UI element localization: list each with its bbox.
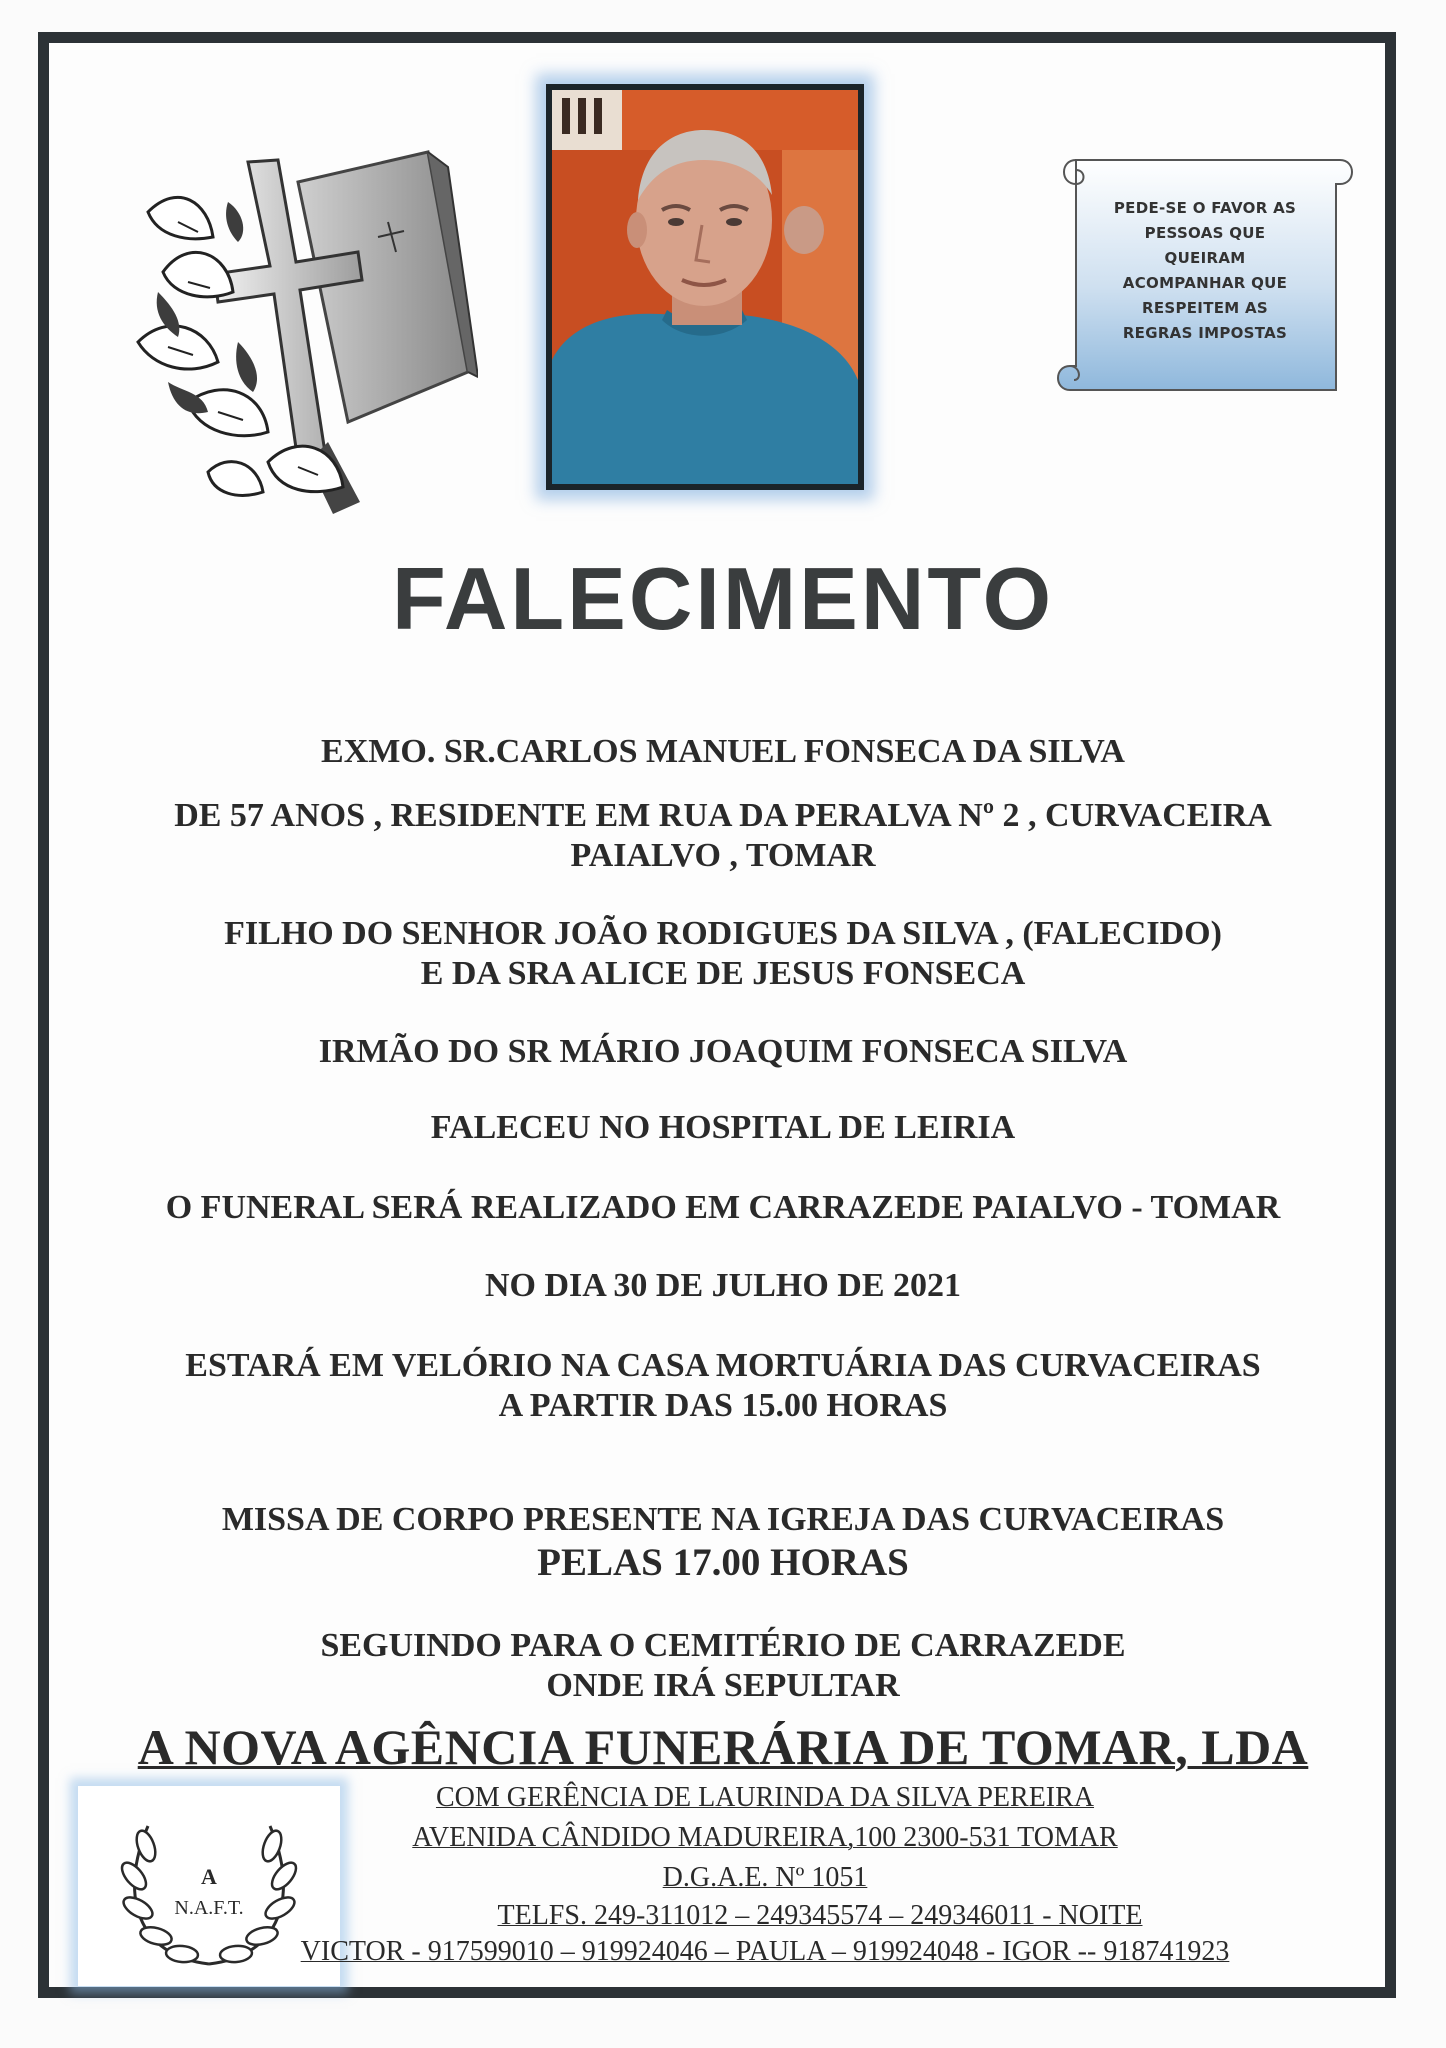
death-place-line: FALECEU NO HOSPITAL DE LEIRIA [430,1109,1016,1146]
deceased-name: EXMO. SR.CARLOS MANUEL FONSECA DA SILVA [321,733,1125,770]
funeral-location-line: O FUNERAL SERÁ REALIZADO EM CARRAZEDE PAIALVO - TOMAR [165,1189,1281,1226]
mass-line-2: PELAS 17.00 HORAS [537,1541,909,1584]
agency-contacts: VICTOR - 917599010 – 919924046 – PAULA – 919924048 - IGOR -- 918741923 [300,1936,1230,1967]
residence-line-1: DE 57 ANOS , RESIDENTE EM RUA DA PERALVA Nº 2 , CURVACEIRA [174,797,1272,834]
funeral-date-line: NO DIA 30 DE JULHO DE 2021 [484,1267,962,1304]
page-title: FALECIMENTO [391,549,1055,648]
scroll-notice-text [1090,196,1320,346]
residence-line-2: PAIALVO , TOMAR [570,837,876,874]
sibling-line: IRMÃO DO SR MÁRIO JOAQUIM FONSECA SILVA [318,1033,1128,1070]
agency-dgae: D.G.A.E. Nº 1051 [662,1862,868,1893]
scroll-line: PESSOAS QUE [1144,224,1266,242]
scroll-line: PEDE-SE O FAVOR AS [1113,199,1297,217]
agency-address: AVENIDA CÂNDIDO MADUREIRA,100 2300-531 TOMAR [412,1822,1118,1853]
logo-letter: A [201,1864,217,1889]
logo-abbrev: N.A.F.T. [174,1897,244,1919]
parents-line-2: E DA SRA ALICE DE JESUS FONSECA [420,955,1026,992]
scroll-line: RESPEITEM AS [1141,299,1269,317]
floral-cross-illustration [128,142,478,522]
burial-line-2: ONDE IRÁ SEPULTAR [546,1667,900,1704]
wake-line-2: A PARTIR DAS 15.00 HORAS [498,1387,948,1424]
portrait-photo [546,84,864,490]
agency-management: COM GERÊNCIA DE LAURINDA DA SILVA PEREIRA [435,1782,1095,1813]
scroll-line: REGRAS IMPOSTAS [1122,324,1288,342]
agency-name: A NOVA AGÊNCIA FUNERÁRIA DE TOMAR, LDA [137,1719,1309,1775]
mass-line-1: MISSA DE CORPO PRESENTE NA IGREJA DAS CURVACEIRAS [221,1501,1225,1538]
burial-line-1: SEGUINDO PARA O CEMITÉRIO DE CARRAZEDE [320,1627,1126,1664]
scroll-line: ACOMPANHAR QUE [1122,274,1288,292]
parents-line-1: FILHO DO SENHOR JOÃO RODIGUES DA SILVA , (FALECIDO) [224,915,1222,952]
agency-phones: TELFS. 249-311012 – 249345574 – 249346011 - NOITE [497,1900,1143,1931]
wake-line-1: ESTARÁ EM VELÓRIO NA CASA MORTUÁRIA DAS CURVACEIRAS [185,1347,1261,1384]
scroll-line: QUEIRAM [1164,249,1246,267]
